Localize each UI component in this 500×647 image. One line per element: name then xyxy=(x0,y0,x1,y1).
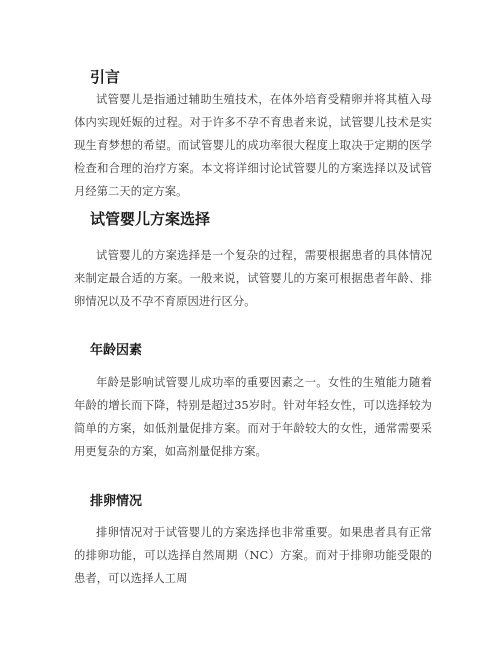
section-paragraph-ovulation: 排卵情况对于试管婴儿的方案选择也非常重要。如果患者具有正常的排卵功能，可以选择自然周期（NC）方案。而对于排卵功能受限的患者，可以选择人工周 xyxy=(74,526,432,585)
section-heading-ovulation: 排卵情况 xyxy=(90,494,143,509)
section-heading-introduction: 引言 xyxy=(90,68,121,86)
section-paragraph-introduction: 试管婴儿是指通过辅助生殖技术，在体外培育受精卵并将其植入母体内实现妊娠的过程。对于许多不孕不育患者来说，试管婴儿技术是实现生育梦想的希望。而试管婴儿的成功率很大程度上取决于定期的医学检查和合理的治疗方案。本文将详细讨论试管婴儿的方案选择以及试管月经第二天的定方案。 xyxy=(74,93,432,198)
section-heading-age-factor: 年龄因素 xyxy=(90,343,143,358)
section-paragraph-age-factor: 年龄是影响试管婴儿成功率的重要因素之一。女性的生殖能力随着年龄的增长而下降，特别是超过35岁时。针对年轻女性，可以选择较为简单的方案，如低剂量促排方案。而对于年龄较大的女性，通常需要采用更复杂的方案，如高剂量促排方案。 xyxy=(74,376,432,458)
section-paragraph-plan-selection: 试管婴儿的方案选择是一个复杂的过程，需要根据患者的具体情况来制定最合适的方案。一般来说，试管婴儿的方案可根据患者年龄、排卵情况以及不孕不育原因进行区分。 xyxy=(74,249,432,308)
section-heading-plan-selection: 试管婴儿方案选择 xyxy=(90,210,211,228)
